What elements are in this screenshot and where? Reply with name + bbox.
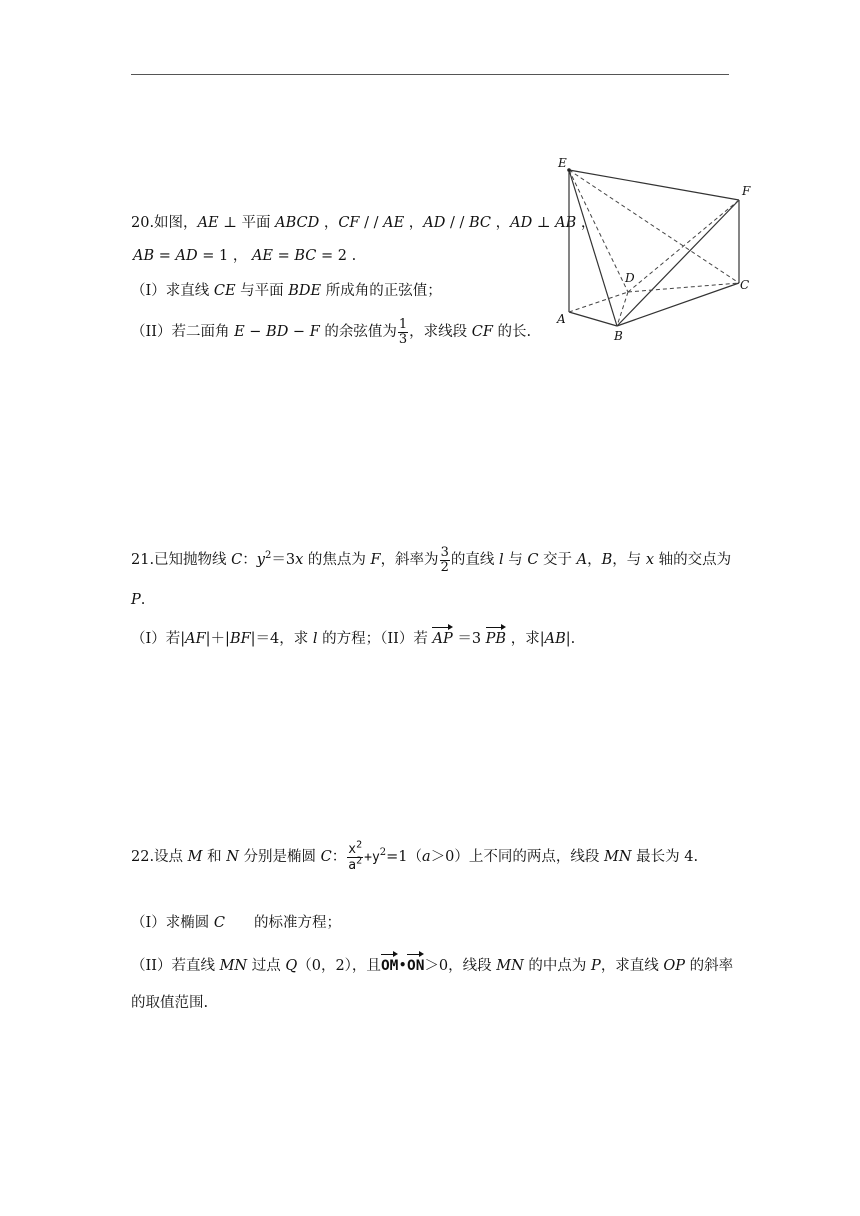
label-d: D [625,271,635,285]
fraction-numerator: 3 [440,544,449,560]
q20-text: = [154,248,176,264]
q20-text: ， [576,215,596,231]
q22-var: MN [219,958,248,974]
fraction-one-third [398,318,408,347]
edge-ab [569,312,617,326]
fraction-denominator: 3 [398,331,408,347]
label-a: A [557,312,566,326]
q20-text: ⊥ 平面 [218,215,276,231]
q20-text: 与平面 [235,283,289,299]
q22-var: M [187,849,203,865]
fraction-exponent: 2 [356,855,363,867]
q21-var: AF [185,631,206,647]
label-b: B [614,329,623,343]
q22-text: （II）若直线 [131,958,220,974]
label-c: C [740,278,750,292]
q22-var: OP [663,958,686,974]
q20-text: 所成角的正弦值； [321,283,442,299]
fraction-numerator: x [348,841,357,857]
fraction-denominator: 2 [440,559,449,575]
q20-text: ， [404,215,424,231]
q21-var: BF [229,631,251,647]
q21-var: x [295,552,304,568]
q21-var: A [576,552,588,568]
q22-text: 最长为 4. [631,849,699,865]
q20-var: CF [471,324,493,340]
q22-text: =1（ [386,849,423,865]
q21-var: C [231,552,243,568]
edge-bf [617,200,739,326]
vertex-e-dot [567,168,571,172]
q20-var: AE [251,248,273,264]
q22-var: MN [604,849,632,865]
q21-line2 [131,590,145,610]
q20-var: BD [266,324,289,340]
q20-part1 [131,281,442,301]
q20-var: BDE [288,283,322,299]
q22-var: C [320,849,332,865]
q21-text: . [140,592,146,608]
q20-var: CF [338,215,360,231]
q20-text: ，求线段 [409,324,472,340]
edge-eb [569,170,617,326]
q22-text: 分别是椭圆 [238,849,321,865]
q20-text: = 2 . [316,248,357,264]
q20-var: AD [175,248,198,264]
q21-text: ＝3 [271,552,296,568]
q22-text: ： [331,849,347,865]
q21-text: ，斜率为 [380,552,439,568]
q20-text: = [273,248,295,264]
q22-part1 [131,913,341,933]
q22-var: N [226,849,239,865]
q22-text: 的中点为 [523,958,592,974]
q21-text: ： [242,552,257,568]
q20-var: AD [510,215,533,231]
q20-var: F [309,324,320,340]
q22-part2 [131,953,733,976]
vector-ap: AP [432,626,452,649]
q21-line3 [131,626,575,649]
q20-var: AB [555,215,577,231]
q21-text: （I）若| [131,631,186,647]
q22-part2-line2 [131,993,208,1013]
fraction-three-halves [440,546,450,575]
q20-text: / / [445,215,469,231]
q21-text: ，与 [612,552,646,568]
q22-text: ＞0）上不同的两点，线段 [430,849,605,865]
q21-text: 的直线 [450,552,499,568]
edge-dc-dashed [628,283,739,292]
dot-product-symbol: • [398,958,407,974]
q21-text: 的焦点为 [303,552,371,568]
q21-text: 的方程；（II）若 [317,631,433,647]
q22-text: 22.设点 [131,849,188,865]
q20-text: − [288,324,310,340]
q20-var: AE [197,215,219,231]
q21-text: 21.已知抛物线 [131,552,232,568]
q21-text: 与 [503,552,528,568]
q22-text: +y [364,850,380,865]
q22-text: 的取值范围. [131,995,209,1011]
q21-var: B [601,552,613,568]
q20-text: （I）求直线 [131,283,214,299]
ellipse-fraction [347,839,363,873]
q20-var: ABCD [275,215,320,231]
q22-var: C [213,915,225,931]
q20-text: ， [491,215,511,231]
q21-line1 [131,542,731,578]
q22-text: 的标准方程； [224,915,341,931]
vector-on: ON [407,953,424,976]
q22-text: （0，2），且 [297,958,381,974]
edge-ad-dashed [569,292,628,312]
q20-text: 的余弦值为 [319,324,397,340]
q21-text: ，求| [506,631,545,647]
q22-text: ＞0，线段 [424,958,497,974]
q20-var: CE [213,283,236,299]
q20-text: − [244,324,267,340]
edge-ef [569,170,739,200]
q21-var: x [645,552,655,568]
q21-text: |＝4，求 [250,631,313,647]
header-rule [131,74,729,75]
q20-line1 [131,213,595,233]
q21-var: P [131,592,141,608]
q22-text: 过点 [247,958,286,974]
q22-text: 的斜率 [685,958,734,974]
fraction-exponent: 2 [356,839,363,851]
q22-text: 和 [202,849,227,865]
q22-line1 [131,837,698,878]
q22-var: P [591,958,601,974]
vector-pb: PB [486,626,506,649]
q21-text: 轴的交点为 [654,552,732,568]
geometry-figure [552,150,762,350]
q20-text: （II）若二面角 [131,324,235,340]
q20-var: BC [468,215,492,231]
q20-var: AE [383,215,405,231]
q20-var: E [234,324,245,340]
q20-part2 [131,314,531,350]
q22-text: ，求直线 [600,958,664,974]
q20-text: 20.如图， [131,215,198,231]
q21-text: ＝3 [452,631,486,647]
label-f: F [742,184,751,198]
q20-text: ， [319,215,339,231]
q21-var: C [527,552,539,568]
q22-text: （I）求椭圆 [131,915,214,931]
label-e: E [558,156,567,170]
q20-var: AB [133,248,155,264]
q21-text: ， [587,552,602,568]
q20-text: ⊥ [532,215,556,231]
q21-var: l [498,552,504,568]
q21-var: y [256,552,265,568]
q20-text: = 1 ， [197,248,252,264]
q21-text: |＋| [205,631,230,647]
q20-text: / / [359,215,384,231]
edge-df-dashed [628,200,739,292]
q21-var: l [312,631,318,647]
fraction-denominator: a [348,857,357,873]
q21-var: F [370,552,381,568]
q21-exponent: 2 [264,550,272,562]
q22-exponent: 2 [379,847,387,859]
q22-var: Q [285,958,298,974]
edge-bc [617,283,739,326]
q21-text: |. [565,631,576,647]
q21-var: AB [544,631,566,647]
q20-line2 [133,246,356,266]
q20-var: BC [294,248,317,264]
q22-var: a [422,849,431,865]
q20-text: 的长. [492,324,532,340]
q21-text: 交于 [538,552,577,568]
q22-var: MN [496,958,524,974]
fraction-numerator: 1 [398,316,408,332]
vector-om: OM [381,953,398,976]
q20-var: AD [423,215,446,231]
edge-ed-dashed [569,170,628,292]
